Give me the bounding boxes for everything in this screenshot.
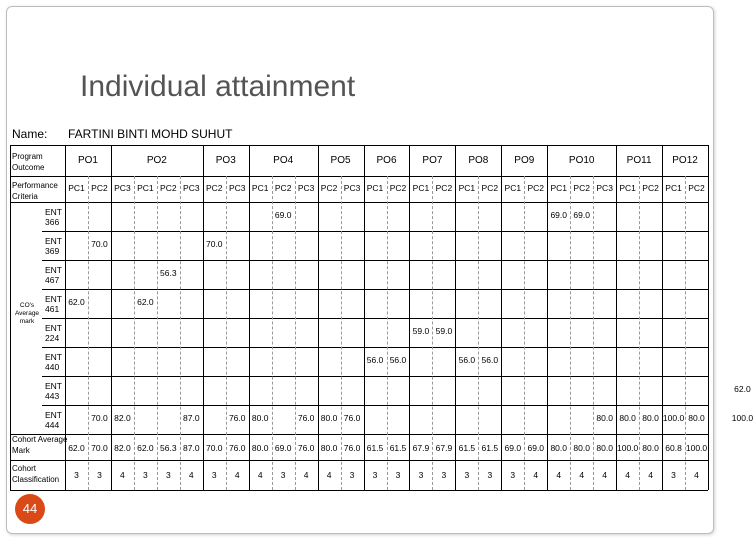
course-mark: 62.0 (68, 297, 85, 307)
pc-header: PC2 (688, 183, 705, 193)
pc-header: PC2 (205, 183, 223, 193)
course-mark: 56.0 (366, 355, 384, 365)
cohort-average-value: 80.0 (320, 443, 338, 453)
table-rule (10, 460, 708, 461)
table-divider (226, 176, 227, 490)
cohort-classification-value: 3 (487, 470, 493, 480)
cohort-classification-value: 3 (418, 470, 424, 480)
po-header-po6: PO6 (376, 155, 397, 166)
course-mark: 59.0 (412, 326, 430, 336)
table-divider (10, 145, 11, 490)
cohort-classification-value: 4 (303, 470, 309, 480)
cohort-average-value: 62.0 (68, 443, 85, 453)
cohort-classification-value: 3 (211, 470, 217, 480)
cohort-average-value: 80.0 (573, 443, 590, 453)
pc-header: PC1 (665, 183, 682, 193)
table-rule (10, 434, 708, 435)
po-header-po2: PO2 (146, 155, 167, 166)
table-divider (501, 145, 502, 490)
pc-header: PC1 (366, 183, 384, 193)
table-rule (42, 347, 708, 348)
course-mark: 100.0 (731, 413, 753, 423)
cohort-average-value: 100.0 (616, 443, 639, 453)
cohort-classification-value: 3 (143, 470, 148, 480)
cohort-average-value: 69.0 (274, 443, 292, 453)
cohort-average-value: 56.3 (160, 443, 177, 453)
po-header-po5: PO5 (330, 155, 351, 166)
course-mark: 56.0 (481, 355, 499, 365)
cohort-average-value: 67.9 (435, 443, 453, 453)
po-header-po8: PO8 (468, 155, 489, 166)
pc-header: PC1 (412, 183, 430, 193)
cohort-classification-value: 4 (234, 470, 240, 480)
cohort-average-value: 76.0 (228, 443, 246, 453)
table-rule (42, 289, 708, 290)
cohort-classification-value: 3 (671, 470, 676, 480)
table-divider (547, 145, 548, 490)
cohort-classification-value: 4 (120, 470, 125, 480)
cohort-classification-value: 3 (280, 470, 286, 480)
table-rule (42, 260, 708, 261)
table-rule (42, 231, 708, 232)
table-divider (593, 176, 594, 490)
cohort-classification-value: 4 (533, 470, 539, 480)
cohort-average-value: 61.5 (366, 443, 384, 453)
po-header-po1: PO1 (77, 155, 98, 166)
course-code: ENT 224 (45, 323, 62, 343)
cohort-classification-value: 3 (464, 470, 470, 480)
po-header-po3: PO3 (215, 155, 236, 166)
po-header-po4: PO4 (273, 155, 294, 166)
table-divider (616, 145, 617, 490)
pc-header: PC2 (642, 183, 659, 193)
course-mark: 56.3 (160, 268, 177, 278)
table-divider (341, 176, 342, 490)
cohort-average-value: 76.0 (297, 443, 315, 453)
cohort-average-value: 69.0 (504, 443, 522, 453)
table-divider (364, 145, 365, 490)
table-divider (88, 176, 89, 490)
table-divider (409, 145, 410, 490)
table-divider (662, 145, 663, 490)
student-name: FARTINI BINTI MOHD SUHUT (68, 127, 233, 141)
po-header-po12: PO12 (672, 155, 698, 166)
cohort-average-value: 62.0 (137, 443, 154, 453)
pc-header: PC2 (320, 183, 338, 193)
course-mark: 80.0 (596, 413, 613, 423)
cohort-classification-value: 4 (188, 470, 194, 480)
course-mark: 82.0 (114, 413, 131, 423)
course-mark: 56.0 (389, 355, 407, 365)
cohort-classification-value: 4 (694, 470, 699, 480)
po-header-po10: PO10 (568, 155, 595, 166)
cohort-average-value: 87.0 (183, 443, 200, 453)
course-mark: 100.0 (662, 413, 685, 423)
slide-title: Individual attainment (80, 70, 356, 103)
pc-header: PC3 (228, 183, 246, 193)
cohort-classification-value: 4 (602, 470, 608, 480)
cohort-average-value: 100.0 (685, 443, 708, 453)
cohort-classification-value: 4 (257, 470, 263, 480)
cohort-classification-value: 3 (165, 470, 171, 480)
pc-header: PC2 (160, 183, 177, 193)
course-mark: 69.0 (274, 210, 292, 220)
table-divider (478, 176, 479, 490)
cohort-classification-value: 4 (648, 470, 653, 480)
pc-header: PC3 (596, 183, 613, 193)
table-divider (134, 176, 135, 490)
cohort-classification-value: 4 (326, 470, 332, 480)
course-mark: 59.0 (435, 326, 453, 336)
table-divider (65, 145, 66, 490)
po-header-po11: PO11 (626, 155, 652, 166)
cohort-classification-value: 3 (349, 470, 355, 480)
pc-header: PC3 (114, 183, 131, 193)
pc-header: PC2 (274, 183, 292, 193)
table-divider (203, 145, 204, 490)
table-divider (524, 176, 525, 490)
page-number: 44 (15, 494, 45, 524)
cohort-average-value: 80.0 (251, 443, 269, 453)
course-mark: 76.0 (343, 413, 361, 423)
course-code: ENT 467 (45, 265, 62, 285)
table-divider (272, 176, 273, 490)
table-rule (10, 490, 708, 491)
pc-header: PC2 (573, 183, 590, 193)
cohort-classification-value: 4 (579, 470, 585, 480)
pc-header: PC2 (91, 183, 108, 193)
cohort-average-value: 80.0 (596, 443, 613, 453)
table-divider (180, 176, 181, 490)
performance-criteria-label: Performance Criteria (12, 181, 58, 201)
table-divider (455, 145, 456, 490)
table-divider (708, 145, 709, 490)
pc-header: PC2 (389, 183, 407, 193)
co-average-label: CO's Average mark (14, 302, 40, 325)
table-divider (157, 176, 158, 490)
table-rule (10, 145, 708, 146)
course-mark: 80.0 (251, 413, 269, 423)
cohort-average-value: 80.0 (550, 443, 567, 453)
pc-header: PC1 (619, 183, 636, 193)
pc-header: PC3 (183, 183, 200, 193)
cohort-average-value: 80.0 (642, 443, 659, 453)
pc-header: PC1 (68, 183, 85, 193)
cohort-classification-value: 3 (74, 470, 79, 480)
pc-header: PC2 (435, 183, 453, 193)
course-mark: 69.0 (550, 210, 567, 220)
cohort-classification-value: 3 (510, 470, 516, 480)
course-mark: 62.0 (734, 384, 751, 394)
table-rule (10, 202, 708, 203)
program-outcome-label: Program Outcome (12, 152, 45, 172)
pc-header: PC1 (504, 183, 522, 193)
table-divider (570, 176, 571, 490)
course-code: ENT 440 (45, 352, 62, 372)
table-divider (111, 145, 112, 490)
pc-header: PC1 (251, 183, 269, 193)
course-mark: 80.0 (688, 413, 705, 423)
pc-header: PC1 (137, 183, 154, 193)
cohort-average-value: 70.0 (91, 443, 108, 453)
table-divider (387, 176, 388, 490)
pc-header: PC1 (550, 183, 567, 193)
course-mark: 62.0 (137, 297, 154, 307)
course-mark: 80.0 (619, 413, 636, 423)
cohort-classification-value: 3 (97, 470, 102, 480)
pc-header: PC3 (297, 183, 315, 193)
cohort-classification-value: 4 (556, 470, 562, 480)
table-rule (10, 176, 708, 177)
cohort-classification-value: 3 (441, 470, 447, 480)
table-divider (249, 145, 250, 490)
pc-header: PC2 (527, 183, 545, 193)
course-mark: 70.0 (205, 239, 223, 249)
cohort-average-value: 69.0 (527, 443, 545, 453)
course-code: ENT 366 (45, 207, 62, 227)
cohort-classification-label: Cohort Classification (12, 464, 60, 484)
course-mark: 87.0 (183, 413, 200, 423)
cohort-classification-value: 3 (372, 470, 378, 480)
course-mark: 80.0 (320, 413, 338, 423)
course-code: ENT 369 (45, 236, 62, 256)
course-mark: 76.0 (228, 413, 246, 423)
table-rule (42, 318, 708, 319)
course-mark: 70.0 (91, 239, 108, 249)
cohort-average-label: Cohort Average Mark (12, 435, 68, 455)
cohort-average-value: 70.0 (205, 443, 223, 453)
cohort-average-value: 61.5 (458, 443, 476, 453)
cohort-average-value: 60.8 (665, 443, 682, 453)
cohort-average-value: 61.5 (481, 443, 499, 453)
cohort-classification-value: 3 (395, 470, 401, 480)
po-header-po7: PO7 (422, 155, 443, 166)
cohort-average-value: 61.5 (389, 443, 407, 453)
course-mark: 76.0 (297, 413, 315, 423)
pc-header: PC1 (458, 183, 476, 193)
course-mark: 80.0 (642, 413, 659, 423)
cohort-average-value: 82.0 (114, 443, 131, 453)
table-rule (42, 405, 708, 406)
cohort-average-value: 67.9 (412, 443, 430, 453)
cohort-classification-value: 4 (625, 470, 630, 480)
course-mark: 69.0 (573, 210, 590, 220)
table-divider (639, 176, 640, 490)
course-code: ENT 443 (45, 381, 62, 401)
pc-header: PC2 (481, 183, 499, 193)
course-code: ENT 444 (45, 410, 62, 430)
po-header-po9: PO9 (514, 155, 535, 166)
table-rule (42, 376, 708, 377)
table-divider (295, 176, 296, 490)
course-mark: 56.0 (458, 355, 476, 365)
name-label: Name: (12, 127, 48, 141)
table-divider (432, 176, 433, 490)
table-divider (318, 145, 319, 490)
cohort-average-value: 76.0 (343, 443, 361, 453)
course-code: ENT 461 (45, 294, 62, 314)
course-mark: 70.0 (91, 413, 108, 423)
pc-header: PC3 (343, 183, 361, 193)
